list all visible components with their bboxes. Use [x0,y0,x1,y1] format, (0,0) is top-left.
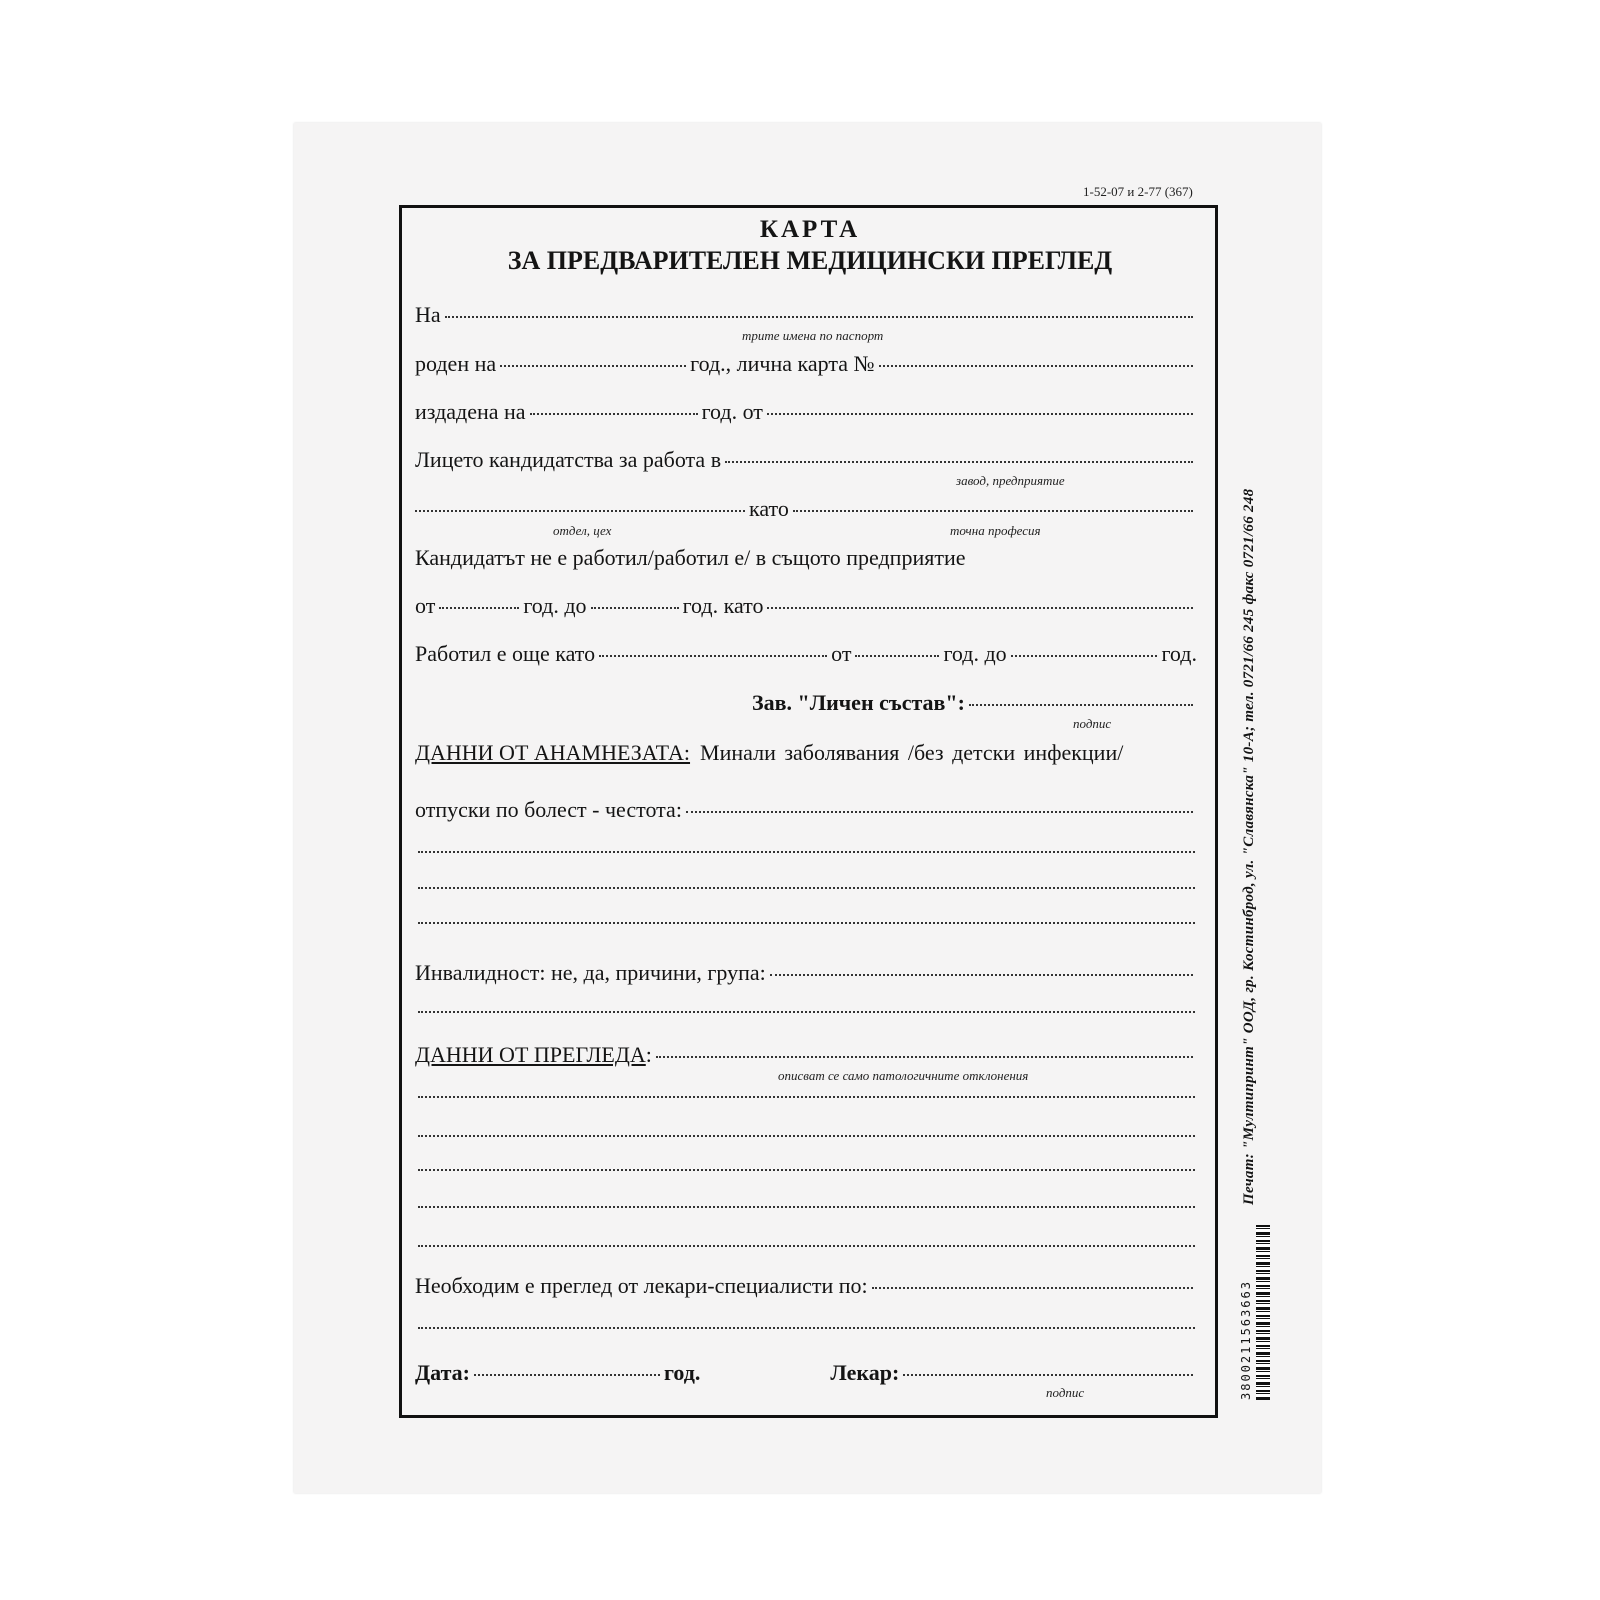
barcode [1256,1225,1270,1400]
label-past-diseases: Минали заболявания /без детски инфекции/ [700,740,1124,765]
row-department [415,496,1197,524]
label-sick-leave: отпуски по болест - честота: [415,797,682,822]
form-code: 1-52-07 и 2-77 (367) [1083,184,1193,199]
field-other-year-from[interactable] [855,655,939,657]
row-head-personnel [752,690,1197,718]
field-exam-line-5[interactable] [418,1245,1195,1247]
field-anamnesis-line-2[interactable] [418,887,1195,889]
row-period [415,593,1197,621]
label-footer-year: год. [663,1360,701,1385]
row-worked-also [415,641,1197,669]
hint-pathology: описват се само патологичните отклонения [778,1068,1029,1083]
field-full-name[interactable] [445,316,1193,318]
label-na: На [415,302,441,327]
field-anamnesis-line-3[interactable] [418,922,1195,924]
field-date[interactable] [474,1374,660,1376]
label-year-to: год. до [523,593,587,618]
label-worked-also: Работил е още като [415,641,596,666]
label-year-to2: год. до [943,641,1007,666]
form-subtitle: ЗА ПРЕДВАРИТЕЛЕН МЕДИЦИНСКИ ПРЕГЛЕД [507,246,1113,275]
field-specialists[interactable] [872,1287,1193,1289]
barcode-number: 3800211563663 [1239,1280,1253,1400]
hint-profession: точна професия [950,523,1041,538]
row-name [415,302,1197,330]
label-specialists: Необходим е преглед от лекари-специалисти по: [415,1273,868,1298]
field-employer[interactable] [725,461,1193,463]
row-not-worked [415,545,1197,573]
field-previous-position[interactable] [767,607,1193,609]
label-disability: Инвалидност: не, да, причини, група: [415,960,766,985]
field-anamnesis-line-1[interactable] [418,851,1195,853]
label-not-worked: Кандидатът не е работил/работил е/ в същото предприятие [415,545,966,570]
label-born-on: роден на [415,351,497,376]
exam-heading-colon: : [645,1042,652,1067]
row-footer [415,1360,1197,1388]
field-birth-date[interactable] [500,365,686,367]
field-exam-line-3[interactable] [418,1169,1195,1171]
field-issued-by[interactable] [767,413,1193,415]
field-exam[interactable] [656,1056,1193,1058]
hint-factory: завод, предприятие [956,473,1065,488]
field-disability[interactable] [770,974,1193,976]
row-issued [415,399,1197,427]
label-issued-on: издадена на [415,399,526,424]
form-title: КАРТА [759,216,861,243]
field-doctor-signature[interactable] [903,1374,1193,1376]
field-exam-line-1[interactable] [418,1096,1195,1098]
field-id-card-number[interactable] [879,365,1194,367]
hint-names: трите имена по паспорт [742,328,884,343]
row-specialists [415,1273,1197,1301]
label-year-from: год. от [701,399,763,424]
printer-info: Печат: "Мултипринт" ООД, гр. Костинброд, ул. "Славянска" 10-А; тел. 0721/66 245 факс 0721/66 248 [1241,488,1257,1205]
row-exam [415,1042,1197,1070]
hint-department: отдел, цех [553,523,612,538]
field-exam-line-2[interactable] [418,1135,1195,1137]
field-profession[interactable] [793,510,1193,512]
field-specialists-line[interactable] [418,1327,1195,1329]
hint-signature-personnel: подпис [1073,716,1112,731]
label-head-personnel: Зав. "Личен състав": [752,690,965,715]
field-disability-line[interactable] [418,1011,1195,1013]
field-year-to[interactable] [591,607,679,609]
label-year-as: год. като [682,593,764,618]
field-department[interactable] [415,510,745,512]
field-issued-date[interactable] [530,413,698,415]
label-from: от [415,593,436,618]
field-other-position[interactable] [599,655,827,657]
row-disability [415,960,1197,988]
field-exam-line-4[interactable] [418,1206,1195,1208]
label-from2: от [831,641,852,666]
anamnesis-heading: ДАННИ ОТ АНАМНЕЗАТА: [415,740,691,765]
field-sick-leave[interactable] [686,811,1193,813]
row-birth [415,351,1197,379]
field-other-year-to[interactable] [1011,655,1158,657]
label-doctor: Лекар: [830,1360,900,1385]
label-year-end: год. [1161,641,1197,666]
hint-signature-doctor: подпис [1046,1385,1085,1400]
field-year-from[interactable] [439,607,519,609]
label-year-id-card: год., лична карта № [690,351,875,376]
label-date: Дата: [415,1360,470,1385]
label-candidate-for: Лицето кандидатства за работа в [415,447,722,472]
row-anamnesis [415,740,1197,768]
label-as: като [749,496,789,521]
field-head-personnel-signature[interactable] [969,704,1193,706]
row-candidate [415,447,1197,475]
exam-heading: ДАННИ ОТ ПРЕГЛЕДА [415,1042,646,1067]
row-sick-leave [415,797,1197,825]
